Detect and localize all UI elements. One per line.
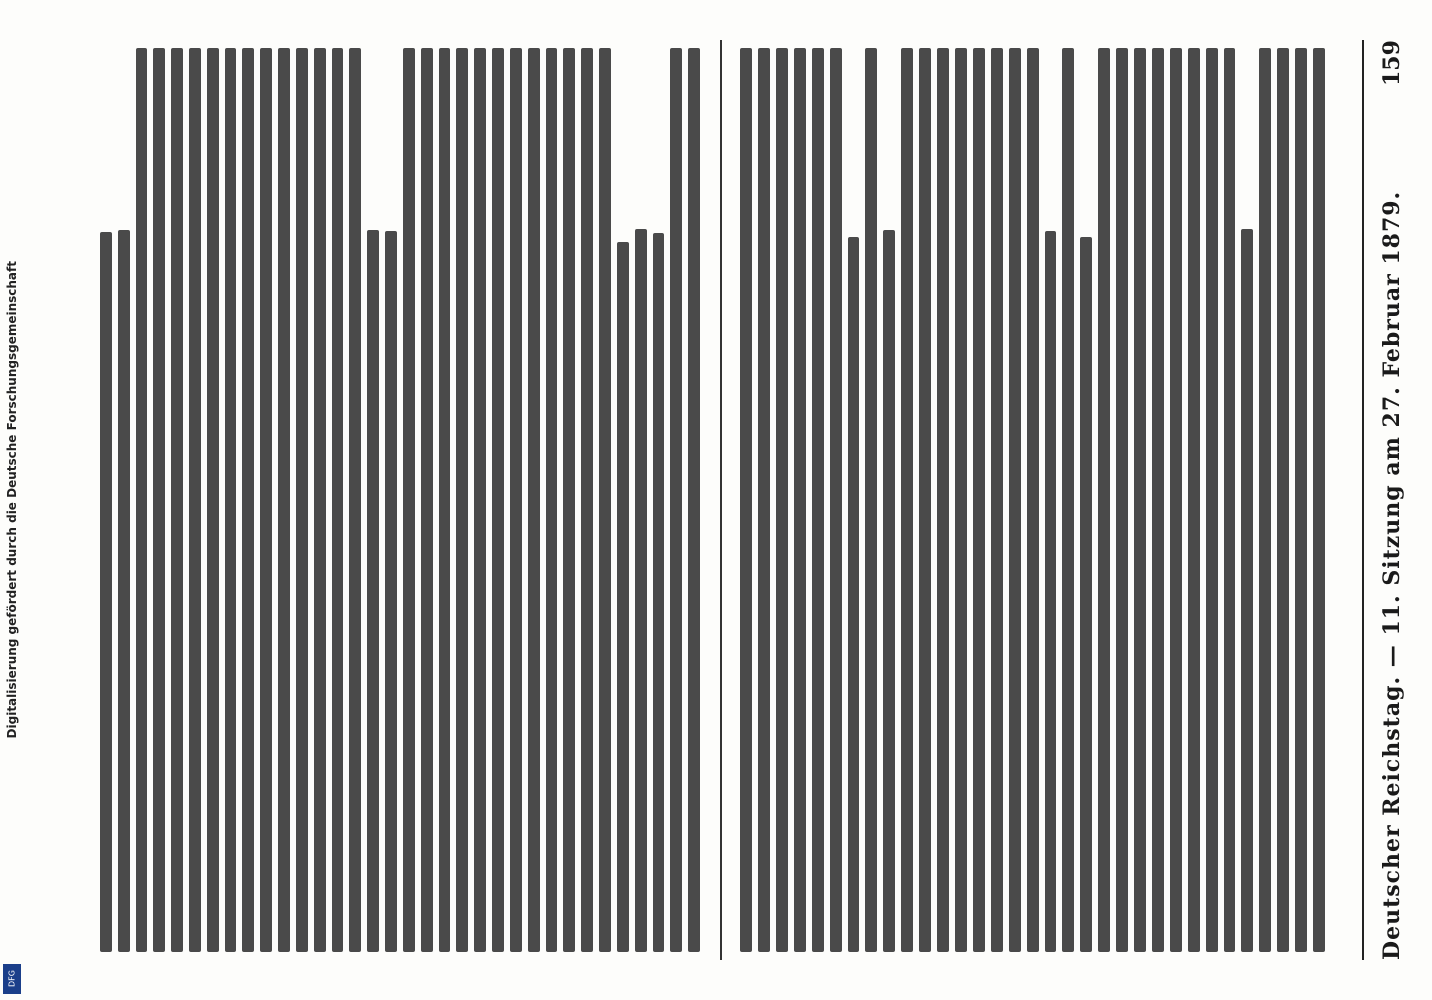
column-divider [720, 40, 722, 960]
text-line [171, 48, 183, 952]
text-line [812, 48, 824, 952]
text-line [635, 229, 647, 952]
text-line [1116, 48, 1128, 952]
text-line [1206, 48, 1218, 952]
dfg-logo: DFG [3, 964, 21, 994]
text-line [349, 48, 361, 952]
text-line [439, 48, 451, 952]
text-line [492, 48, 504, 952]
text-line [1045, 231, 1057, 952]
text-line [955, 48, 967, 952]
text-line [421, 48, 433, 952]
page-number: 159 [1379, 40, 1405, 86]
text-line [528, 48, 540, 952]
text-line [189, 48, 201, 952]
text-line [776, 48, 788, 952]
text-line [937, 48, 949, 952]
text-line [1062, 48, 1074, 952]
page-title: Deutscher Reichstag. — 11. Sitzung am 27. Februar 1879. [1379, 190, 1405, 960]
text-line [100, 232, 112, 952]
text-line [1277, 48, 1289, 952]
text-line [919, 48, 931, 952]
text-line [207, 48, 219, 952]
text-line [367, 230, 379, 952]
text-line [314, 48, 326, 952]
text-line [1259, 48, 1271, 952]
text-line [1080, 237, 1092, 952]
text-line [991, 48, 1003, 952]
text-line [688, 48, 700, 952]
text-line [1098, 48, 1110, 952]
text-line [973, 48, 985, 952]
text-line [653, 233, 665, 952]
header-rule [1362, 40, 1364, 960]
text-line [278, 48, 290, 952]
text-line [456, 48, 468, 952]
text-line [1241, 229, 1253, 952]
text-line [546, 48, 558, 952]
text-line [758, 48, 770, 952]
text-line [1188, 48, 1200, 952]
text-line [1170, 48, 1182, 952]
text-line [670, 48, 682, 952]
credit-text: Digitalisierung gefördert durch die Deutsche Forschungsgemeinschaft [5, 261, 19, 739]
text-line [599, 48, 611, 952]
text-line [581, 48, 593, 952]
text-line [260, 48, 272, 952]
text-line [136, 48, 148, 952]
text-line [740, 48, 752, 952]
text-line [617, 242, 629, 952]
text-line [296, 48, 308, 952]
text-line [1134, 48, 1146, 952]
text-line [510, 48, 522, 952]
text-line [225, 48, 237, 952]
text-column-right [740, 48, 1325, 952]
text-column-left [100, 48, 700, 952]
text-line [332, 48, 344, 952]
text-line [563, 48, 575, 952]
text-line [385, 231, 397, 952]
text-line [883, 230, 895, 952]
text-line [403, 48, 415, 952]
text-line [901, 48, 913, 952]
text-line [830, 48, 842, 952]
text-line [242, 48, 254, 952]
text-line [1295, 48, 1307, 952]
text-line [794, 48, 806, 952]
page-header [1372, 40, 1412, 960]
text-line [474, 48, 486, 952]
text-line [1313, 48, 1325, 952]
text-line [1224, 48, 1236, 952]
text-line [1027, 48, 1039, 952]
digitization-credit [0, 0, 24, 1000]
text-line [1009, 48, 1021, 952]
text-line [848, 237, 860, 952]
text-line [118, 230, 130, 952]
text-line [865, 48, 877, 952]
text-line [1152, 48, 1164, 952]
text-line [153, 48, 165, 952]
